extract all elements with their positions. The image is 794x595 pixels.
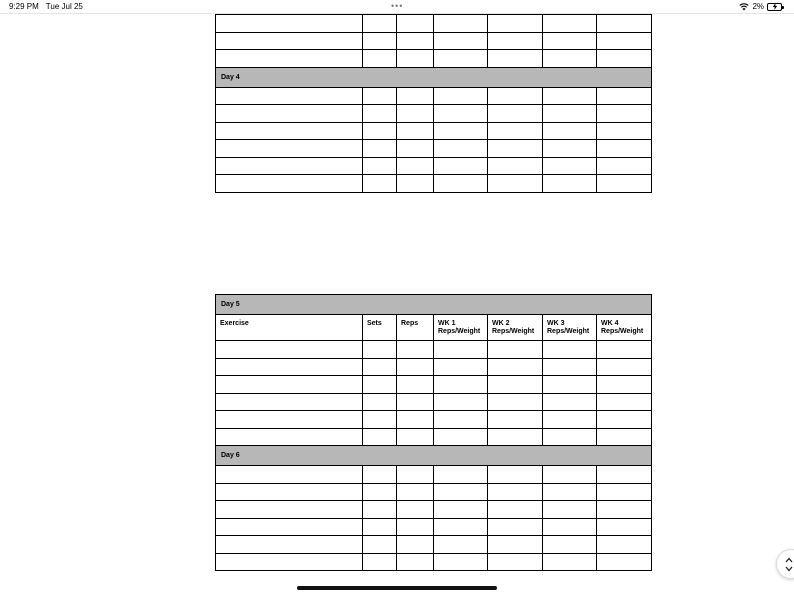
table-row xyxy=(216,501,652,519)
table-row xyxy=(216,393,652,411)
cell-wk2[interactable] xyxy=(488,466,543,484)
cell-wk2[interactable] xyxy=(488,536,543,554)
table-row xyxy=(216,483,652,501)
cell-wk1[interactable] xyxy=(434,105,488,123)
cell-sets[interactable] xyxy=(363,518,397,536)
cell-sets[interactable] xyxy=(363,175,397,193)
cell-wk3[interactable] xyxy=(543,518,597,536)
col-sets: Sets xyxy=(363,315,397,341)
cell-wk4[interactable] xyxy=(597,411,652,429)
column-header-row xyxy=(216,315,652,341)
scroll-page-control[interactable] xyxy=(776,549,794,579)
cell-wk1[interactable] xyxy=(434,87,488,105)
cell-wk3[interactable] xyxy=(543,428,597,446)
cell-wk2[interactable] xyxy=(488,175,543,193)
cell-wk4[interactable] xyxy=(597,358,652,376)
status-date: Tue Jul 25 xyxy=(45,2,83,11)
table-row xyxy=(216,411,652,429)
cell-reps[interactable] xyxy=(397,483,434,501)
cell-exercise[interactable] xyxy=(216,87,363,105)
cell-reps[interactable] xyxy=(397,50,434,68)
cell-wk1[interactable] xyxy=(434,122,488,140)
cell-exercise[interactable] xyxy=(216,32,363,50)
cell-wk3[interactable] xyxy=(543,536,597,554)
cell-exercise[interactable] xyxy=(216,341,363,359)
cell-wk3[interactable] xyxy=(543,50,597,68)
cell-sets[interactable] xyxy=(363,50,397,68)
cell-wk3[interactable] xyxy=(543,501,597,519)
cell-wk2[interactable] xyxy=(488,358,543,376)
bolt-icon xyxy=(772,3,778,10)
cell-reps[interactable] xyxy=(397,87,434,105)
col-wk4 xyxy=(597,315,652,341)
col-wk1 xyxy=(434,315,488,341)
cell-sets[interactable] xyxy=(363,376,397,394)
chevron-up-icon[interactable] xyxy=(785,557,793,563)
cell-reps[interactable] xyxy=(397,518,434,536)
cell-wk3[interactable] xyxy=(543,411,597,429)
cell-wk4[interactable] xyxy=(597,157,652,175)
cell-wk1[interactable] xyxy=(434,376,488,394)
cell-wk4[interactable] xyxy=(597,466,652,484)
table-row xyxy=(216,466,652,484)
cell-wk2[interactable] xyxy=(488,501,543,519)
cell-wk4[interactable] xyxy=(597,32,652,50)
col-wk2 xyxy=(488,315,543,341)
cell-wk1[interactable] xyxy=(434,553,488,571)
cell-reps[interactable] xyxy=(397,175,434,193)
cell-wk2[interactable] xyxy=(488,50,543,68)
cell-wk4[interactable] xyxy=(597,376,652,394)
cell-sets[interactable] xyxy=(363,341,397,359)
col-wk4-sub: Reps/Weight xyxy=(601,328,644,335)
col-exercise: Exercise xyxy=(216,315,363,341)
status-time: 9:29 PM xyxy=(9,2,39,11)
cell-wk3[interactable] xyxy=(543,105,597,123)
cell-exercise[interactable] xyxy=(216,466,363,484)
cell-sets[interactable] xyxy=(363,466,397,484)
cell-wk3[interactable] xyxy=(543,466,597,484)
table-row xyxy=(216,122,652,140)
cell-sets[interactable] xyxy=(363,483,397,501)
cell-reps[interactable] xyxy=(397,393,434,411)
cell-reps[interactable] xyxy=(397,358,434,376)
cell-reps[interactable] xyxy=(397,501,434,519)
battery-charging-icon xyxy=(767,3,782,11)
cell-exercise[interactable] xyxy=(216,15,363,33)
col-wk1-label: WK 1 xyxy=(438,320,456,327)
cell-exercise[interactable] xyxy=(216,553,363,571)
cell-wk2[interactable] xyxy=(488,341,543,359)
cell-wk3[interactable] xyxy=(543,175,597,193)
cell-wk2[interactable] xyxy=(488,518,543,536)
cell-wk1[interactable] xyxy=(434,341,488,359)
cell-reps[interactable] xyxy=(397,428,434,446)
cell-wk1[interactable] xyxy=(434,32,488,50)
table-row xyxy=(216,341,652,359)
multitasking-dots[interactable]: ••• xyxy=(391,1,404,11)
cell-wk1[interactable] xyxy=(434,501,488,519)
cell-exercise[interactable] xyxy=(216,140,363,158)
cell-wk1[interactable] xyxy=(434,157,488,175)
day-header-row xyxy=(216,67,652,87)
cell-sets[interactable] xyxy=(363,428,397,446)
cell-reps[interactable] xyxy=(397,157,434,175)
cell-wk4[interactable] xyxy=(597,536,652,554)
cell-exercise[interactable] xyxy=(216,175,363,193)
cell-sets[interactable] xyxy=(363,140,397,158)
cell-sets[interactable] xyxy=(363,87,397,105)
cell-wk1[interactable] xyxy=(434,466,488,484)
cell-wk3[interactable] xyxy=(543,140,597,158)
cell-sets[interactable] xyxy=(363,122,397,140)
cell-exercise[interactable] xyxy=(216,122,363,140)
cell-reps[interactable] xyxy=(397,15,434,33)
cell-wk4[interactable] xyxy=(597,105,652,123)
cell-wk2[interactable] xyxy=(488,428,543,446)
cell-reps[interactable] xyxy=(397,140,434,158)
col-wk2-label: WK 2 xyxy=(492,320,510,327)
day-4-header: Day 4 xyxy=(216,67,652,87)
cell-wk2[interactable] xyxy=(488,32,543,50)
cell-wk4[interactable] xyxy=(597,501,652,519)
cell-wk3[interactable] xyxy=(543,32,597,50)
cell-wk2[interactable] xyxy=(488,140,543,158)
cell-wk2[interactable] xyxy=(488,411,543,429)
cell-exercise[interactable] xyxy=(216,157,363,175)
cell-reps[interactable] xyxy=(397,32,434,50)
col-wk3-label: WK 3 xyxy=(547,320,565,327)
cell-reps[interactable] xyxy=(397,536,434,554)
cell-wk1[interactable] xyxy=(434,175,488,193)
cell-exercise[interactable] xyxy=(216,501,363,519)
cell-sets[interactable] xyxy=(363,15,397,33)
cell-exercise[interactable] xyxy=(216,428,363,446)
cell-wk4[interactable] xyxy=(597,87,652,105)
cell-wk3[interactable] xyxy=(543,358,597,376)
cell-exercise[interactable] xyxy=(216,483,363,501)
cell-reps[interactable] xyxy=(397,466,434,484)
cell-wk3[interactable] xyxy=(543,122,597,140)
home-indicator[interactable] xyxy=(297,586,497,590)
status-right xyxy=(739,0,782,13)
cell-wk1[interactable] xyxy=(434,411,488,429)
cell-wk1[interactable] xyxy=(434,15,488,33)
cell-reps[interactable] xyxy=(397,376,434,394)
col-wk4-label: WK 4 xyxy=(601,320,619,327)
cell-exercise[interactable] xyxy=(216,411,363,429)
cell-wk2[interactable] xyxy=(488,483,543,501)
cell-wk3[interactable] xyxy=(543,376,597,394)
cell-wk4[interactable] xyxy=(597,140,652,158)
table-row xyxy=(216,536,652,554)
col-reps: Reps xyxy=(397,315,434,341)
status-bar xyxy=(0,0,794,14)
cell-wk4[interactable] xyxy=(597,393,652,411)
cell-wk4[interactable] xyxy=(597,428,652,446)
cell-wk4[interactable] xyxy=(597,50,652,68)
cell-reps[interactable] xyxy=(397,105,434,123)
col-wk1-sub: Reps/Weight xyxy=(438,328,481,335)
cell-wk4[interactable] xyxy=(597,122,652,140)
chevron-down-icon[interactable] xyxy=(785,566,793,572)
cell-wk4[interactable] xyxy=(597,341,652,359)
cell-exercise[interactable] xyxy=(216,376,363,394)
cell-wk2[interactable] xyxy=(488,376,543,394)
col-wk2-sub: Reps/Weight xyxy=(492,328,535,335)
cell-wk4[interactable] xyxy=(597,483,652,501)
cell-wk1[interactable] xyxy=(434,393,488,411)
status-time-date xyxy=(9,0,83,13)
cell-sets[interactable] xyxy=(363,105,397,123)
cell-sets[interactable] xyxy=(363,393,397,411)
cell-wk3[interactable] xyxy=(543,393,597,411)
table-row xyxy=(216,428,652,446)
day-header-row xyxy=(216,446,652,466)
cell-wk3[interactable] xyxy=(543,157,597,175)
table-row xyxy=(216,553,652,571)
cell-sets[interactable] xyxy=(363,553,397,571)
cell-wk1[interactable] xyxy=(434,140,488,158)
table-row xyxy=(216,376,652,394)
table-row xyxy=(216,32,652,50)
table-row xyxy=(216,157,652,175)
workout-table-top xyxy=(215,14,652,193)
cell-wk2[interactable] xyxy=(488,15,543,33)
day-5-header: Day 5 xyxy=(216,295,652,315)
table-row xyxy=(216,518,652,536)
cell-wk4[interactable] xyxy=(597,175,652,193)
cell-sets[interactable] xyxy=(363,358,397,376)
cell-wk4[interactable] xyxy=(597,553,652,571)
cell-wk1[interactable] xyxy=(434,358,488,376)
battery-percent: 2% xyxy=(752,2,764,11)
cell-exercise[interactable] xyxy=(216,536,363,554)
cell-wk3[interactable] xyxy=(543,341,597,359)
col-wk3 xyxy=(543,315,597,341)
cell-wk1[interactable] xyxy=(434,483,488,501)
cell-reps[interactable] xyxy=(397,411,434,429)
day-header-row xyxy=(216,295,652,315)
cell-sets[interactable] xyxy=(363,32,397,50)
cell-reps[interactable] xyxy=(397,341,434,359)
cell-reps[interactable] xyxy=(397,553,434,571)
cell-wk1[interactable] xyxy=(434,518,488,536)
cell-wk1[interactable] xyxy=(434,536,488,554)
table-row xyxy=(216,50,652,68)
cell-wk4[interactable] xyxy=(597,15,652,33)
cell-wk2[interactable] xyxy=(488,87,543,105)
table-row xyxy=(216,105,652,123)
cell-reps[interactable] xyxy=(397,122,434,140)
cell-sets[interactable] xyxy=(363,157,397,175)
cell-wk2[interactable] xyxy=(488,105,543,123)
cell-wk2[interactable] xyxy=(488,157,543,175)
cell-exercise[interactable] xyxy=(216,393,363,411)
cell-sets[interactable] xyxy=(363,501,397,519)
wifi-icon xyxy=(739,3,749,11)
table-row xyxy=(216,87,652,105)
cell-wk2[interactable] xyxy=(488,553,543,571)
table-row xyxy=(216,140,652,158)
cell-wk3[interactable] xyxy=(543,553,597,571)
workout-table-bottom xyxy=(215,294,652,571)
cell-wk4[interactable] xyxy=(597,518,652,536)
cell-wk2[interactable] xyxy=(488,122,543,140)
cell-exercise[interactable] xyxy=(216,518,363,536)
cell-sets[interactable] xyxy=(363,536,397,554)
cell-wk3[interactable] xyxy=(543,15,597,33)
col-wk3-sub: Reps/Weight xyxy=(547,328,590,335)
cell-wk2[interactable] xyxy=(488,393,543,411)
table-row xyxy=(216,15,652,33)
cell-wk3[interactable] xyxy=(543,87,597,105)
cell-exercise[interactable] xyxy=(216,358,363,376)
cell-sets[interactable] xyxy=(363,411,397,429)
cell-exercise[interactable] xyxy=(216,105,363,123)
cell-wk3[interactable] xyxy=(543,483,597,501)
cell-exercise[interactable] xyxy=(216,50,363,68)
cell-wk1[interactable] xyxy=(434,428,488,446)
day-6-header: Day 6 xyxy=(216,446,652,466)
table-row xyxy=(216,175,652,193)
table-row xyxy=(216,358,652,376)
cell-wk1[interactable] xyxy=(434,50,488,68)
